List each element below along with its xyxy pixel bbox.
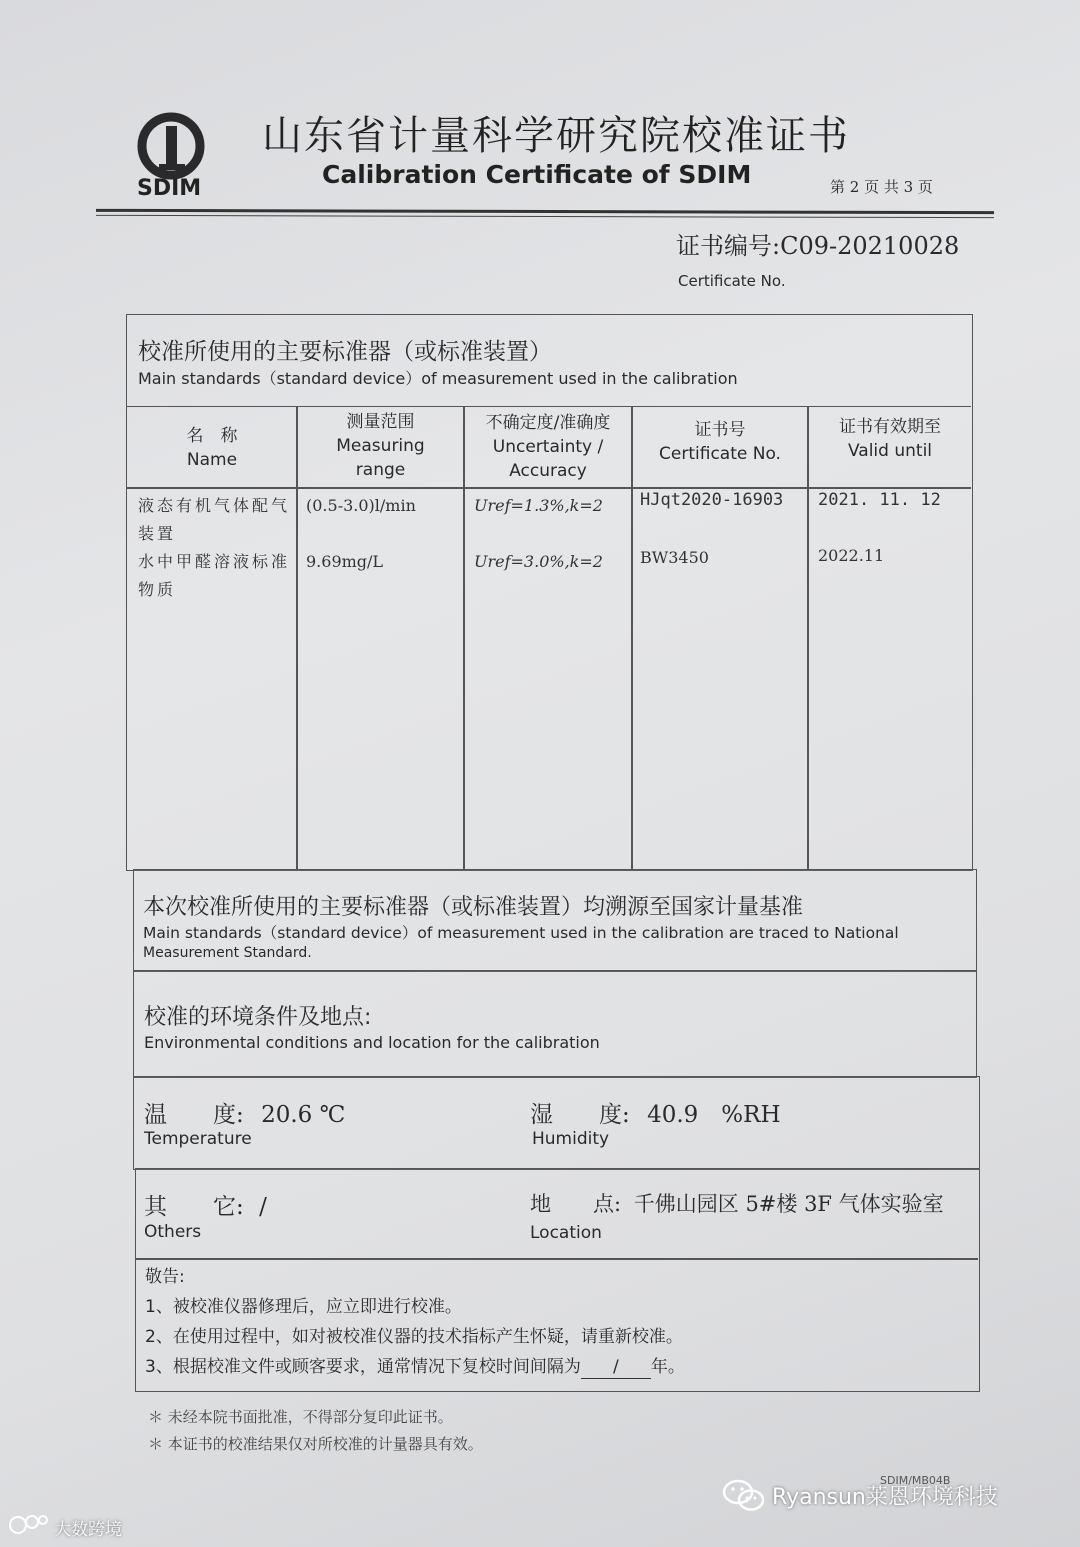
- humidity-value: 40.9 %RH: [647, 1102, 781, 1128]
- notice-item-text: 3、根据校准文件或顾客要求，通常情况下复校时间间隔为: [145, 1357, 581, 1377]
- certificate-number-value: C09-20210028: [780, 232, 960, 260]
- footer-notes: [148, 1404, 483, 1458]
- table-cell-name: 液态有机气体配气装置: [138, 496, 291, 543]
- footer-note: ＊ 未经本院书面批准，不得部分复印此证书。: [148, 1408, 453, 1426]
- table-cell-range: 9.69mg/L: [306, 552, 384, 571]
- environment-title-cn: 校准的环境条件及地点:: [144, 1005, 372, 1030]
- table-cell-uncertainty: Uref=1.3%,k=2: [474, 496, 603, 515]
- column-header-en: Measuring range: [336, 436, 425, 480]
- header-rule-thin: [96, 215, 994, 218]
- notice-item: 2、在使用过程中，如对被校准仪器的技术指标产生怀疑，请重新校准。: [145, 1327, 683, 1347]
- temperature-label: 温 度:: [144, 1102, 244, 1128]
- column-header-en: Name: [186, 450, 238, 470]
- certificate-title-cn: 山东省计量科学研究院校准证书: [262, 113, 850, 159]
- table-cell-certificate: BW3450: [640, 548, 709, 567]
- column-header-valid-until: [809, 415, 971, 463]
- humidity-label-en: Humidity: [532, 1129, 610, 1149]
- weibo-icon: [8, 1512, 50, 1540]
- table-cell-valid: 2022.11: [818, 546, 885, 565]
- column-header-en: Certificate No.: [659, 444, 781, 464]
- temperature-field: [144, 1096, 345, 1129]
- humidity-field: [530, 1096, 781, 1129]
- watermark-source: 大数跨境: [54, 1520, 122, 1540]
- location-label-en: Location: [530, 1223, 602, 1243]
- header-rule: [96, 209, 994, 214]
- column-header-cn: 名 称: [186, 426, 238, 446]
- others-field: [144, 1188, 267, 1221]
- column-header-en: Valid until: [847, 441, 933, 461]
- column-header-cn: 证书号: [694, 420, 746, 440]
- column-header-range: [298, 410, 463, 482]
- wechat-icon: [722, 1478, 766, 1518]
- standards-title-cn: 校准所使用的主要标准器（或标准装置）: [138, 339, 552, 365]
- column-header-certificate: [633, 418, 807, 466]
- interval-value: /: [581, 1356, 651, 1379]
- traceability-en-line2: Measurement Standard.: [143, 945, 312, 961]
- humidity-label: 湿 度:: [530, 1102, 630, 1128]
- column-header-uncertainty: [465, 411, 631, 483]
- section-divider: [135, 1258, 978, 1260]
- location-field: [530, 1188, 944, 1218]
- standards-title-en: Main standards（standard device）of measurement used in the calibration: [138, 369, 738, 388]
- certificate-title-en: Calibration Certificate of SDIM: [322, 160, 752, 189]
- column-divider: [807, 406, 809, 869]
- logo-text: SDIM: [137, 176, 202, 201]
- table-cell-range: (0.5-3.0)l/min: [306, 496, 416, 515]
- column-divider: [631, 406, 633, 869]
- location-label: 地 点:: [530, 1192, 622, 1216]
- form-code: SDIM/MB04B: [880, 1474, 951, 1487]
- traceability-cn: 本次校准所使用的主要标准器（或标准装置）均溯源至国家计量基准: [143, 895, 804, 920]
- table-cell-certificate: HJqt2020-16903: [640, 490, 784, 510]
- page-info: 第 2 页 共 3 页: [830, 178, 933, 196]
- location-value: 千佛山园区 5#楼 3F 气体实验室: [633, 1192, 944, 1216]
- notice-item: 1、被校准仪器修理后，应立即进行校准。: [145, 1297, 462, 1317]
- temperature-label-en: Temperature: [144, 1129, 252, 1149]
- column-header-cn: 测量范围: [346, 412, 415, 432]
- column-header-en: Uncertainty / Accuracy: [492, 437, 604, 481]
- column-header-name: [128, 424, 296, 472]
- notice-item-interval: [145, 1352, 685, 1382]
- watermark-brand: Ryansun莱恩环境科技: [772, 1485, 998, 1510]
- certificate-number: [676, 226, 959, 261]
- temperature-value: 20.6 ℃: [261, 1102, 346, 1128]
- environment-title-en: Environmental conditions and location for the calibration: [144, 1033, 600, 1052]
- footer-note: ＊ 本证书的校准结果仅对所校准的计量器具有效。: [148, 1435, 483, 1453]
- others-label-en: Others: [144, 1222, 202, 1242]
- column-header-cn: 证书有效期至: [839, 417, 941, 437]
- notice: [145, 1262, 685, 1382]
- sdim-logo: [133, 112, 217, 204]
- certificate-number-label-en: Certificate No.: [678, 272, 786, 290]
- table-cell-uncertainty: Uref=3.0%,k=2: [474, 552, 603, 571]
- notice-title: 敬告:: [145, 1267, 185, 1287]
- notice-item-suffix: 年。: [650, 1357, 685, 1377]
- table-cell-valid: 2021. 11. 12: [818, 490, 941, 510]
- others-value: /: [259, 1194, 267, 1220]
- others-label: 其 它:: [144, 1194, 244, 1220]
- column-header-cn: 不确定度/准确度: [485, 413, 611, 433]
- table-cell-name: 水中甲醛溶液标准物质: [138, 552, 291, 599]
- certificate-number-label: 证书编号:: [676, 232, 781, 260]
- traceability-en-line1: Main standards（standard device）of measurement used in the calibration are traced to National: [143, 924, 899, 942]
